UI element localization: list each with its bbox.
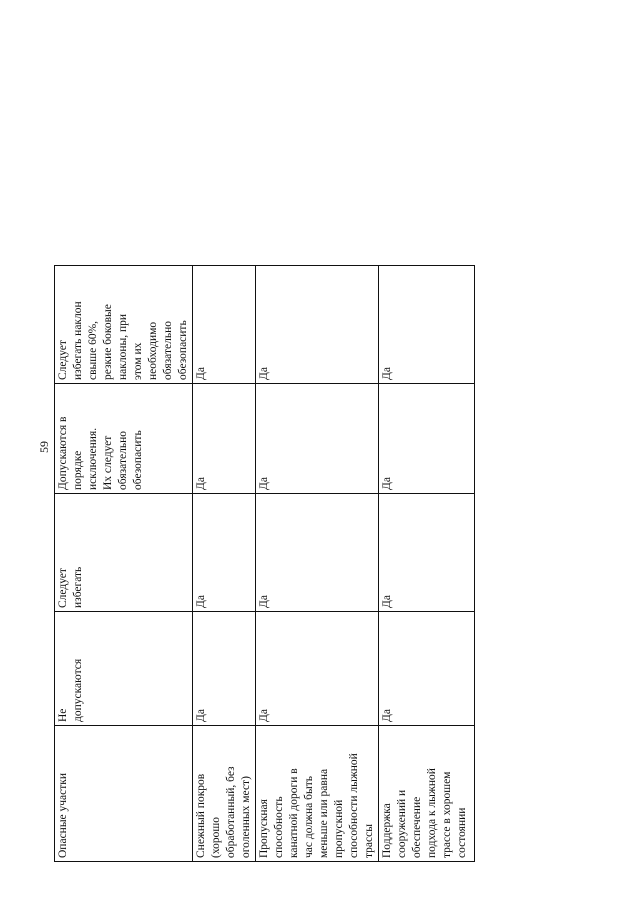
table-row (379, 266, 475, 862)
table-cell: Не допускаются (55, 612, 193, 726)
table-cell: Да (193, 384, 256, 494)
table-cell: Поддержка сооружений и обеспечение подхода к лыжной трассе в хорошем состоянии (379, 726, 475, 862)
table-cell: Следует избегать (55, 494, 193, 612)
table-cell: Да (193, 266, 256, 384)
table-cell: Да (256, 266, 379, 384)
table-cell: Снежный покров (хорошо обработанный, без оголенных мест) (193, 726, 256, 862)
table-cell: Да (193, 612, 256, 726)
rotated-table-container (54, 266, 468, 862)
table-row (256, 266, 379, 862)
requirements-table (54, 265, 475, 862)
table-cell: Да (256, 384, 379, 494)
page-number: 59 (37, 441, 51, 453)
table-row (193, 266, 256, 862)
table-cell: Опасные участки (55, 726, 193, 862)
table-row (55, 266, 193, 862)
table-cell: Да (379, 266, 475, 384)
table-cell: Допускаются в порядке исключения. Их следует обязательно обезопасить (55, 384, 193, 494)
table-cell: Да (379, 612, 475, 726)
table-cell: Да (256, 494, 379, 612)
table-cell: Да (379, 494, 475, 612)
table-cell: Да (193, 494, 256, 612)
table-cell: Да (256, 612, 379, 726)
table-cell: Да (379, 384, 475, 494)
table-cell: Следует избегать наклон свыше 60%, резкие боковые наклоны, при этом их необходимо обязательно обезопасить (55, 266, 193, 384)
table-cell: Пропускная способность канатной дороги в час должна быть меньше или равна пропускной способности лыжной трассы (256, 726, 379, 862)
